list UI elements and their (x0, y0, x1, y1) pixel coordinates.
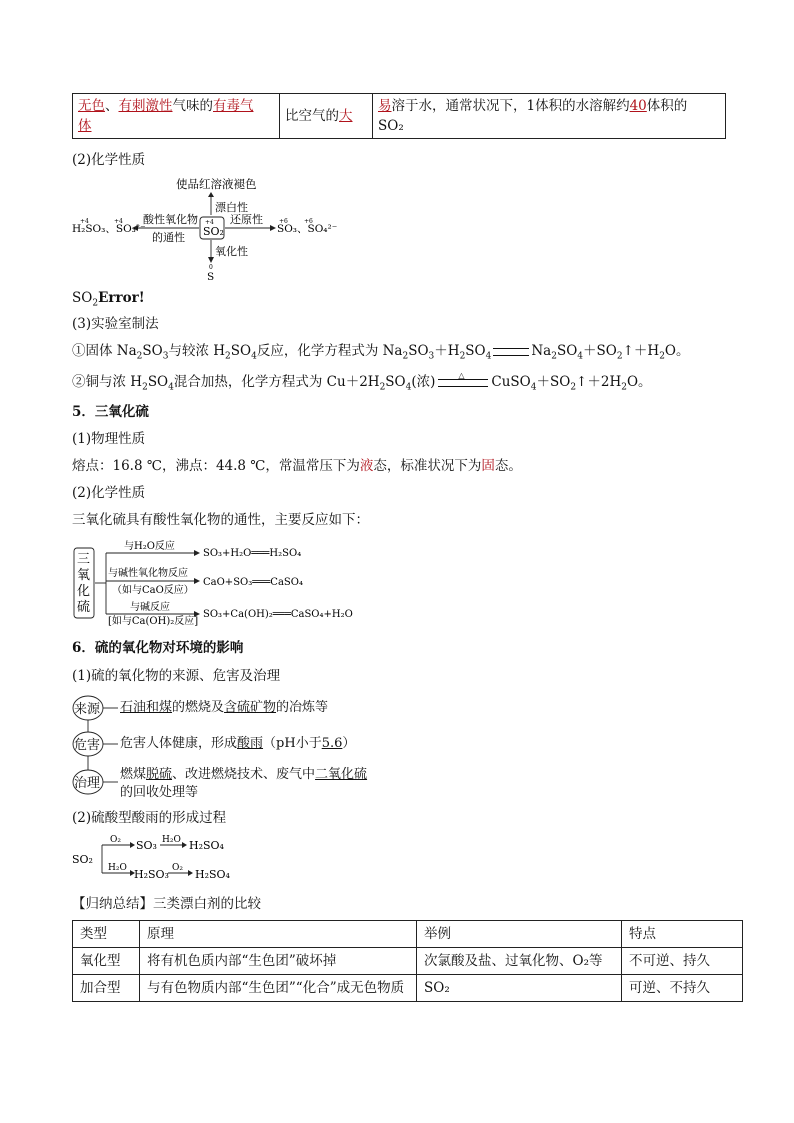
term-irritating: 有刺激性 (118, 98, 173, 114)
s5-chem-heading: (2)化学性质 (72, 485, 146, 501)
text: SO (465, 343, 486, 359)
heading-chem-props: (2)化学性质 (72, 152, 146, 168)
text: SO (230, 343, 252, 359)
table-header-cell: 举例 (417, 921, 622, 948)
text: 的冶炼等 (276, 700, 329, 715)
env-key-treat: 治理 (74, 776, 101, 791)
table-cell: 加合型 (73, 975, 140, 1002)
so2-physical-table (72, 93, 726, 139)
env-value-treat (120, 766, 367, 802)
table-cell: SO₂ (417, 975, 622, 1002)
diagram-center: SO₂ (203, 225, 224, 238)
text: 比空气的 (285, 108, 339, 124)
r2-label-2: （如与CaO反应） (112, 585, 194, 596)
table-header-cell: 类型 (73, 921, 140, 948)
table-header-cell: 特点 (622, 921, 743, 948)
acid-rain-diagram (72, 833, 252, 885)
text: 2 (92, 298, 99, 309)
acid-h2so4: H₂SO₄ (189, 839, 224, 852)
table-header-cell: 原理 (140, 921, 417, 948)
env-key-source: 来源 (74, 702, 101, 717)
r1-equation: SO₃+H₂O═══H₂SO₄ (203, 548, 302, 559)
text: 危害人体健康，形成 (120, 736, 238, 751)
box-char-4: 硫 (77, 600, 91, 615)
r2-equation: CaO+SO₃═══CaSO₄ (203, 577, 303, 588)
section-6-title: 6．硫的氧化物对环境的影响 (72, 640, 244, 656)
box-char-1: 三 (77, 552, 91, 567)
table-row (73, 975, 743, 1002)
error-text: Error! (98, 290, 145, 306)
table-row (73, 948, 743, 975)
term-easily: 易 (378, 98, 392, 114)
text: ＋SO (583, 343, 617, 359)
text: ＋SO (536, 374, 571, 390)
acid-o2: O₂ (110, 835, 121, 845)
text: SO (142, 343, 163, 359)
r1-label: 与H₂O反应 (124, 541, 175, 552)
table-cell: 氧化型 (73, 948, 140, 975)
text: 、 (105, 98, 119, 114)
acid-so3: SO₃ (136, 839, 157, 852)
term-sulfur-ore: 含硫矿物 (224, 700, 277, 715)
text: SO (147, 374, 169, 390)
diagram-right-product: SO₃、SO₄²⁻ (277, 223, 338, 235)
text: 与较浓 H (168, 343, 226, 359)
term-liquid: 液 (359, 458, 374, 474)
table-cell: 不可逆、持久 (622, 948, 743, 975)
text: ＋H (434, 343, 460, 359)
text: SO (72, 290, 93, 306)
heat-equals (438, 370, 488, 387)
term-greater: 大 (339, 108, 353, 124)
acid-h2o: H₂O (162, 835, 181, 845)
s5-phys-heading: (1)物理性质 (72, 431, 146, 447)
r3-label-2: [如与Ca(OH)₂反应] (108, 616, 199, 626)
section-5-title: 5．三氧化硫 (72, 404, 149, 420)
text: ） (342, 736, 356, 751)
diagram-left-product: H₂SO₃、SO₃²⁻ (72, 223, 146, 235)
diagram-bleach: 漂白性 (215, 201, 248, 214)
term-so2: 二氧化硫 (315, 767, 368, 782)
term-solid: 固 (481, 458, 495, 474)
text: SO (408, 343, 429, 359)
so2-property-diagram (72, 175, 342, 285)
diagram-left-ox-1: +4 (80, 218, 89, 225)
heat-symbol: △ (458, 370, 465, 380)
box-char-2: 氧 (77, 568, 91, 583)
diagram-reduce: 还原性 (230, 213, 263, 226)
text: SO₂ (378, 118, 404, 134)
diagram-bottom-product: S (207, 271, 215, 283)
s5-phys-text (72, 456, 522, 476)
heading-lab-prep: (3)实验室制法 (72, 316, 159, 332)
text: Na (531, 343, 552, 359)
diagram-top-label: 使品红溶液褪色 (176, 177, 257, 191)
text: 反应，化学方程式为 Na (256, 343, 403, 359)
term-colorless: 无色 (78, 98, 105, 114)
lab-method-1: ①固体 $Na_2SO_3$与较浓 $H_2SO_4$反应，化学方程式为 $Na_2SO_3+H_2SO_4$ $Na_2SO_4+SO_2↑+H_2O$。 (72, 343, 690, 362)
term-desulfur: 脱硫 (146, 767, 173, 782)
text: 熔点：16.8 ℃，沸点：44.8 ℃，常温常压下为 (72, 458, 360, 474)
diagram-left-label-2: 的通性 (152, 231, 185, 244)
diagram-center-ox: +4 (205, 219, 214, 226)
acid-h2so3: H₂SO₃ (134, 868, 169, 881)
text: 溶于水，通常状况下，1体积的水溶解约 (391, 98, 630, 114)
s6-2-heading: (2)硫酸型酸雨的形成过程 (72, 810, 227, 826)
bleach-comparison-table (72, 920, 743, 1002)
text: ②铜与浓 H (72, 374, 143, 390)
text: CuSO (491, 374, 531, 390)
term-acid-rain: 酸雨 (237, 736, 264, 751)
text: SO (556, 343, 578, 359)
text: 的回收处理等 (120, 785, 199, 800)
box-char-3: 化 (77, 584, 91, 599)
text: O。 (626, 374, 652, 390)
so3-reaction-diagram (72, 538, 372, 626)
acid-start: SO₂ (72, 853, 93, 866)
text: （pH小于 (263, 736, 322, 751)
text: 燃煤 (120, 767, 147, 782)
acid-h2o-b: H₂O (108, 863, 127, 873)
r3-equation: SO₃+Ca(OH)₂═══CaSO₄+H₂O (203, 609, 353, 620)
term-40: 40 (629, 98, 647, 114)
term-toxic: 有毒气 (213, 98, 254, 114)
text: 混合加热，化学方程式为 Cu＋2H (173, 374, 380, 390)
text: 、改进燃烧技术、废气中 (172, 767, 316, 782)
text: 态。 (494, 458, 522, 474)
term-5-6: 5.6 (321, 736, 343, 751)
text: SO (385, 374, 406, 390)
cell-solubility (373, 94, 726, 139)
env-value-source (120, 698, 328, 718)
text: 态，标准状况下为 (373, 458, 482, 474)
diagram-oxidize: 氧化性 (215, 245, 248, 258)
diagram-right-ox-1: +6 (279, 218, 288, 225)
s6-1-heading: (1)硫的氧化物的来源、危害及治理 (72, 668, 281, 684)
r2-label-1: 与碱性氧化物反应 (108, 568, 188, 579)
text: ①固体 Na (72, 343, 137, 359)
table-cell: 与有色物质内部“生色团”“化合”成无色物质 (140, 975, 417, 1002)
table-cell: 可逆、不持久 (622, 975, 743, 1002)
diagram-left-label-1: 酸性氧化物 (143, 213, 198, 226)
text: ↑＋2H (576, 374, 622, 390)
term-gas: 体 (78, 118, 92, 134)
env-value-harm (120, 734, 355, 754)
so2-error-line (72, 288, 145, 314)
table-cell: 将有机色质内部“生色团”破坏掉 (140, 948, 417, 975)
diagram-left-ox-2: +4 (114, 218, 123, 225)
r3-label-1: 与碱反应 (130, 602, 170, 613)
term-oil-coal: 石油和煤 (120, 700, 173, 715)
table-cell: 次氯酸及盐、过氧化物、O₂等 (417, 948, 622, 975)
text: O。 (664, 343, 690, 359)
diagram-bottom-ox: 0 (209, 264, 213, 271)
summary-title: 【归纳总结】三类漂白剂的比较 (72, 896, 261, 912)
text: ↑＋H (622, 343, 660, 359)
cell-appearance (73, 94, 280, 139)
cell-density (280, 94, 373, 139)
env-key-harm: 危害 (74, 738, 101, 753)
acid-o2-b: O₂ (172, 863, 183, 873)
text: (浓) (411, 374, 436, 390)
text: 气味的 (172, 98, 213, 114)
equals-sign (493, 348, 529, 356)
acid-h2so4-b: H₂SO₄ (195, 868, 230, 881)
table-header-row (73, 921, 743, 948)
text: 的燃烧及 (172, 700, 225, 715)
text: 体积的 (646, 98, 688, 114)
diagram-right-ox-2: +6 (304, 218, 313, 225)
lab-method-2: ②铜与浓 $H_2SO_4$混合加热，化学方程式为 $Cu+2H_2SO_4$(浓) △ $CuSO_4+SO_2↑+2H_2O$。 (72, 372, 652, 398)
s5-chem-desc: 三氧化硫具有酸性氧化物的通性，主要反应如下： (72, 512, 369, 528)
